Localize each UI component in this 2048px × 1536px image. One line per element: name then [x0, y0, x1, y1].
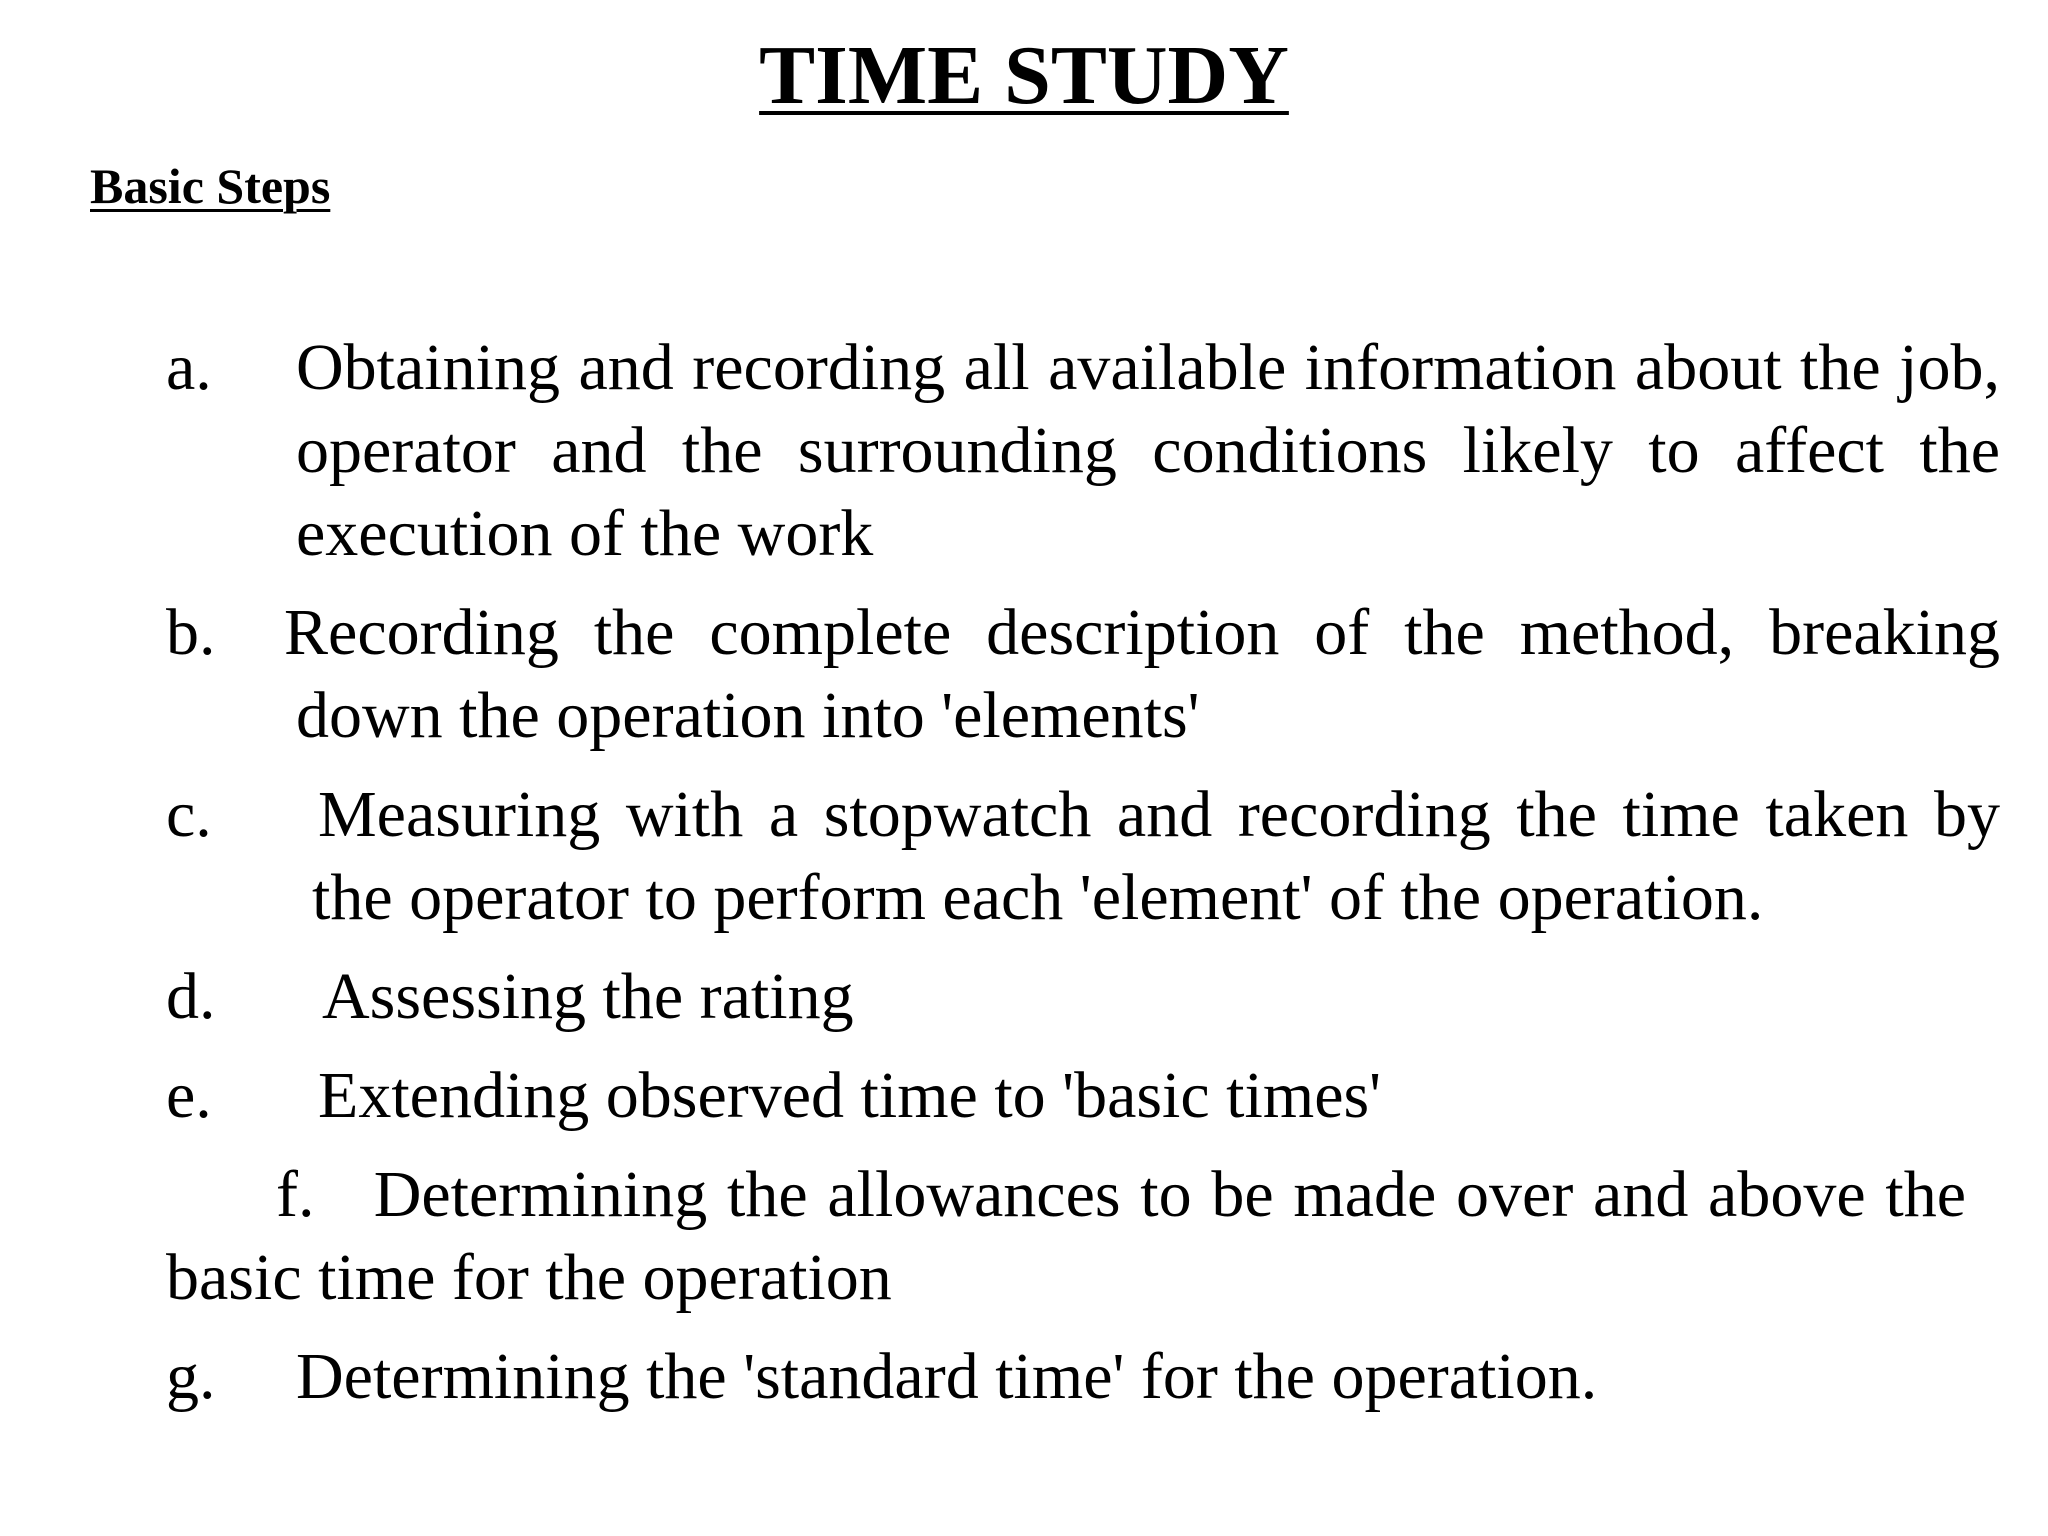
- step-text: Assessing the rating: [322, 960, 854, 1033]
- page-title-text: TIME STUDY: [759, 29, 1289, 122]
- step-letter: f.: [276, 1158, 315, 1231]
- step-text: Measuring with a stopwatch and recording the time taken by the operator to perform each 'element' of the operation.: [312, 778, 2000, 934]
- step-letter-gap: [314, 1158, 373, 1231]
- list-item-step-d: [166, 955, 2000, 1038]
- list-item-step-c: [166, 773, 2000, 939]
- list-item-step-b: [166, 591, 2000, 757]
- step-body: Determining the allowances to be made over and above the basic time for the operation: [166, 1158, 1967, 1314]
- step-text: Recording the complete description of the method, breaking down the operation into 'elements': [284, 596, 2000, 752]
- step-letter: c.: [166, 778, 212, 851]
- list-item-step-f: [166, 1153, 2000, 1319]
- step-letter: e.: [166, 1059, 212, 1132]
- step-text: Obtaining and recording all available information about the job, operator and the surrounding conditions likely to affect the execution of the work: [296, 331, 2000, 570]
- step-letter: g.: [166, 1340, 216, 1413]
- step-text: [166, 1153, 1966, 1319]
- steps-list: [166, 326, 2000, 1418]
- step-letter: d.: [166, 960, 216, 1033]
- list-item-step-a: [166, 326, 2000, 575]
- step-text: Determining the 'standard time' for the operation.: [296, 1340, 1598, 1413]
- list-item-step-g: [166, 1335, 2000, 1418]
- page-title: [0, 28, 2048, 124]
- section-heading: Basic Steps: [90, 158, 331, 214]
- step-letter: a.: [166, 331, 212, 404]
- step-text: Extending observed time to 'basic times': [318, 1059, 1382, 1132]
- step-letter: b.: [166, 596, 216, 669]
- list-item-step-e: [166, 1054, 2000, 1137]
